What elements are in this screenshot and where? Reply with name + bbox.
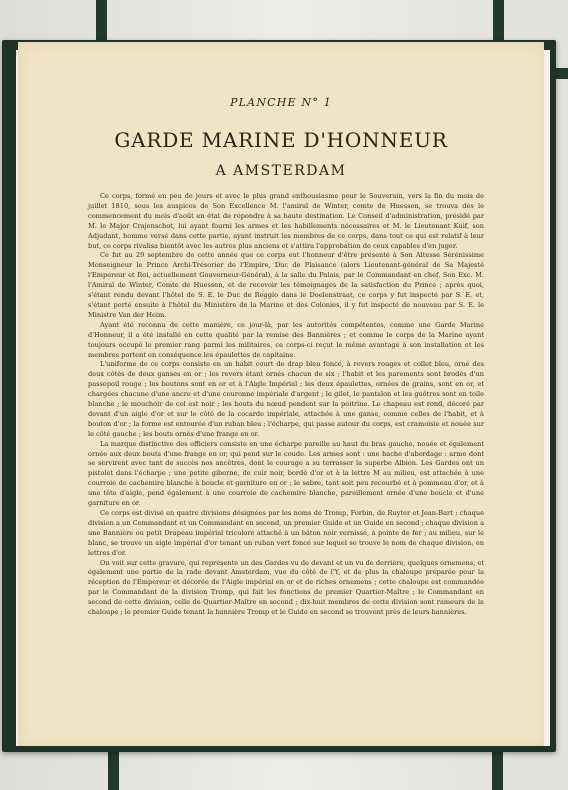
plate-page xyxy=(18,42,544,746)
plate-number: PLANCHE N° 1 xyxy=(230,96,332,109)
binding-ribbon-right-bottom xyxy=(492,752,503,790)
paragraph: On voit sur cette gravure, qui représente un des Gardes vu de devant et un vu de derrière, quelques ornemens, et également une partie de la rade devant Amsterdam, vue du côté de l'Y, et de plus la chaloupe préparée pour la réception de l'Empereur et décorée de l'Aigle impérial en or et de riches ornemens ; cette chaloupe est commandée par le Commandant de la division Tromp, qui fait les fonctions de premier Quartier-Maître ; le Commandant en second de cette division, celle de Quartier-Maître en second ; dix-huit membres de cette division sont rameurs de la chaloupe ; le premier Guide tenant la bannière Tromp et le Guide en second se trouvent près de leurs bannières. xyxy=(88,558,484,617)
paragraph: Ayant été reconnu de cette manière, ce jour-là, par les autorités compétentes, comme une Garde Marine d'Honneur, il a été installé en cette qualité par la remise des Bannières ; et comme le corps de la Marine ayant toujours occupé le premier rang parmi les militaires, ce corps-ci reçut le même avantage à son installation et les membres portent en conséquence les épaulettes de capitaine. xyxy=(88,320,484,359)
paragraph: Ce corps est divisé en quatre divisions désignées par les noms de Tromp, Forbin, de Ruyter et Jean-Bart ; chaque division a un Commandant et un Commandant en second, un premier Guide et un Guide en second ; chaque division a une Bannière ou petit Drapeau impérial tricolore attaché à un bâton noir vernissé, à pointe de fer ; au milieu, sur le blanc, se trouve un aigle impérial d'or tenant un ruban vert foncé sur lequel se trouve le nom de chaque division, en lettres d'or. xyxy=(88,509,484,557)
paragraph: Ce corps, formé en peu de jours et avec le plus grand enthousiasme pour le Souverain, vers la fin du mois de juillet 1810, sous les auspices de Son Excellence M. l'amiral de Winter, comte de Huessen, se trouva dès le commencement du mois d'août en état de répondre à sa haute destination. Le Conseil d'administration, présidé par M. le Major Crajenschot, lui ayant fourni les armes et les habillements nécessaires et M. le Lieutenant Kuif, son Adjudant, homme versé dans cette partie, ayant instruit les membres de ce corps, dans tout ce qui est relatif à leur but, ce corps rivalisa bientôt avec les autres plus anciens et s'attira l'approbation de ceux capables d'en juger. xyxy=(88,192,484,250)
binding-ribbon-left-top xyxy=(96,0,107,42)
binding-ribbon-right-top xyxy=(493,0,504,42)
body-text xyxy=(88,192,484,618)
binding-ribbon-left-bottom xyxy=(108,752,119,790)
paragraph: La marque distinctive des officiers consiste en une écharpe pareille au haut du bras gauche, nouée et également ornée aux deux bouts d'une frange en or, qui pend sur le coude. Les armes sont : une hache d'abordage : arme dont se servirent avec tant de succès nos ancêtres, dont le courage a su terrasser la superbe Albion. Les Gardes ont un pistolet dans l'écharpe ; une petite giberne, de cuir noir, bordé d'or et à la lettre M au milieu, est attachée à une courroie de cachemire blanche à boucle et garniture en or ; le sabre, tant soit peu recourbé et à pommeau d'or, et à une tête d'aigle, pend également à une courroie de cachemire blanche, pareillement ornée d'une boucle et d'une garniture en or. xyxy=(88,439,484,508)
paragraph: L'uniforme de ce corps consiste en un habit court de drap bleu foncé, à revers rouges et collet bleu, orné des deux côtés de deux ganses en or ; les revers étant ornés chacun de six ; l'habit et les parements sont brodés d'un passepoil rouge ; les boutons sont en or et à l'Aigle Impérial ; les deux épaulettes, ornées de grains, sont en or, et chargées chacune d'une ancre et d'une couronne impériale d'argent ; le gilet, le pantalon et les guêtres sont en toile blanche ; le mouchoir de col est noir ; les bouts du nœud pendent sur la poitrine. Le chapeau est rond, décoré par devant d'un aigle d'or et sur le côté de la cocarde impériale, attachée à une ganse, comme celles de l'habit, et à bouton d'or ; la forme est entourée d'un ruban bleu ; l'écharpe, qui passe autour du corps, est cramoisie et nouée sur le côté gauche ; les bouts ornés d'une frange en or. xyxy=(88,360,484,438)
plate-title: GARDE MARINE D'HONNEUR xyxy=(114,128,448,152)
paragraph: Ce fut au 29 septembre de cette année que ce corps eut l'honneur d'être présenté à Son Altesse Sérénissime Monseigneur le Prince Archi-Trésorier de l'Empire, Duc de Plaisance (alors Lieutenant-général de Sa Majesté l'Empereur et Roi, actuellement Gouverneur-Général), à la salle du Palais, par le Commandant en chef, Son Exc. M. l'Amiral de Winter, Comte de Huessen, et de recevoir les témoignages de la satisfaction du Prince ; après quoi, s'étant rendu devant l'hôtel de S. E. le Duc de Reggio dans le Doelenstraat, ce corps y fut inspecté par S. E. et, s'étant porté ensuite à l'hôtel du Ministère de la Marine et des Colonies, il y fut inspecté de nouveau par S. E. le Ministre Van der Heim. xyxy=(88,251,484,319)
plate-subtitle: A AMSTERDAM xyxy=(215,163,347,179)
